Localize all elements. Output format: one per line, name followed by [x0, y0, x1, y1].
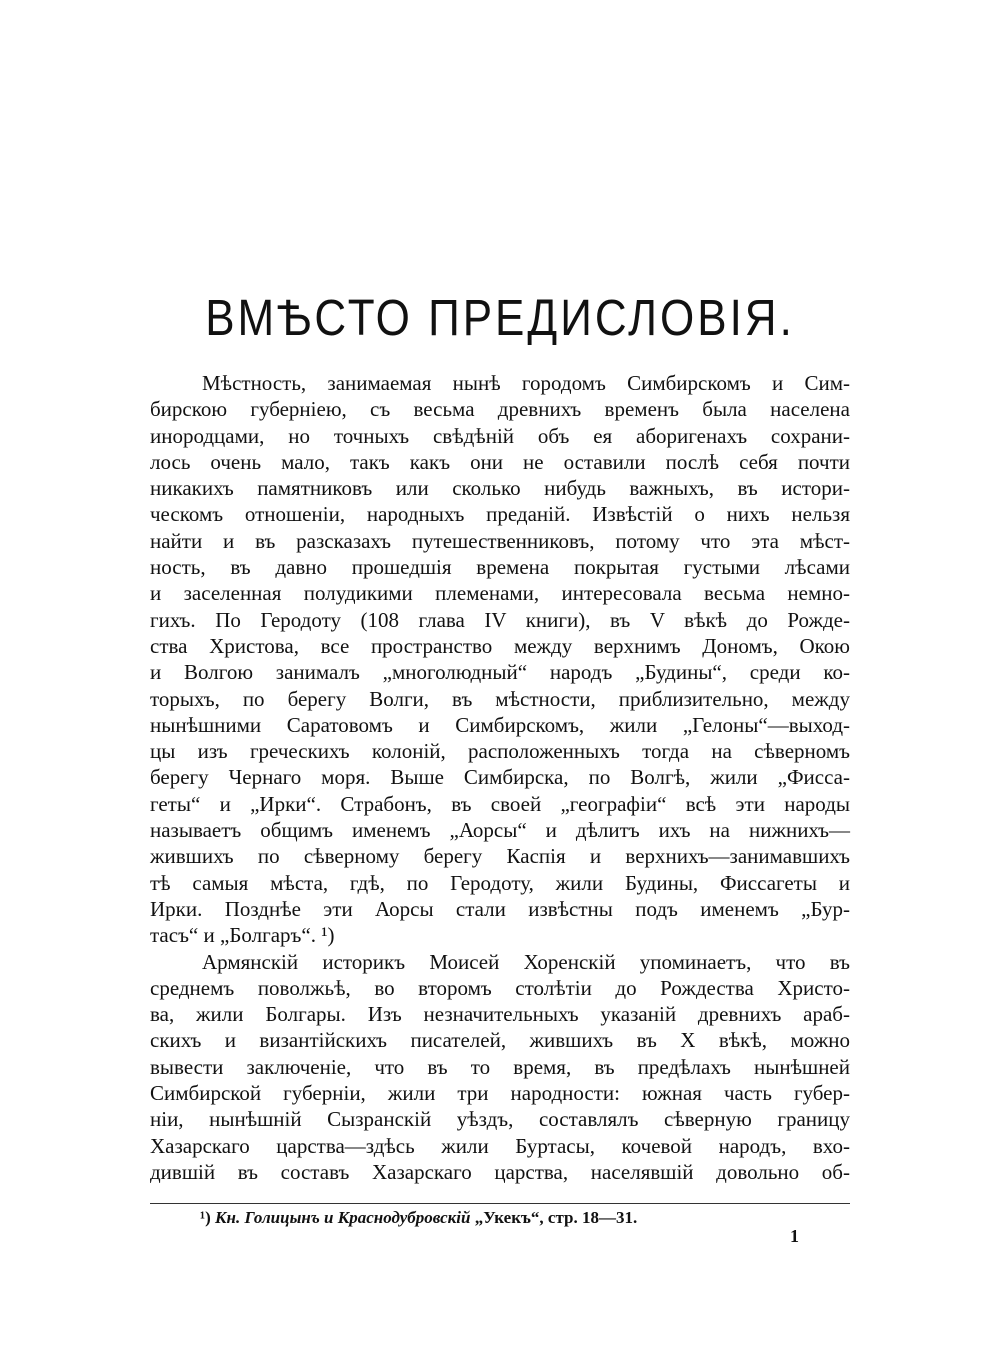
text-line: гихъ. По Геродоту (108 глава IV книги), въ V вѣкѣ до Рожде- — [150, 607, 850, 632]
text-line: жившихъ по сѣверному берегу Каспія и верхнихъ—занимавшихъ — [150, 844, 850, 869]
page-number: 1 — [790, 1226, 799, 1246]
text-line: берегу Чернаго моря. Выше Симбирска, по Волгѣ, жили „Фисса- — [150, 765, 850, 790]
paragraph-2 — [150, 949, 850, 1186]
text-line: лось очень мало, такъ какъ они не оставили послѣ себя почти — [150, 449, 850, 474]
paragraph-1 — [150, 370, 850, 949]
text-line: скихъ и византійскихъ писателей, жившихъ въ X вѣкѣ, можно — [150, 1028, 850, 1053]
text-line: геты“ и „Ирки“. Страбонъ, въ своей „географіи“ всѣ эти народы — [150, 791, 850, 816]
footnote-divider — [150, 1203, 850, 1204]
text-line: найти и въ разсказахъ путешественниковъ, потому что эта мѣст- — [150, 528, 850, 553]
text-line: дившій въ составъ Хазарскаго царства, населявшій довольно об- — [150, 1159, 850, 1184]
text-line: торыхъ, по берегу Волги, въ мѣстности, приблизительно, между — [150, 686, 850, 711]
footnote-source: „Укекъ“, стр. 18—31. — [474, 1208, 638, 1227]
text-line: Ирки. Позднѣе эти Аорсы стали извѣстны подъ именемъ „Бур- — [150, 896, 850, 921]
text-line: Мѣстность, занимаемая нынѣ городомъ Симбирскомъ и Сим- — [202, 371, 850, 395]
footnote-marker: ¹) — [200, 1208, 211, 1227]
body-text — [150, 370, 850, 1185]
text-line: ніи, нынѣшній Сызранскій уѣздъ, составлялъ сѣверную границу — [150, 1107, 850, 1132]
text-line: называетъ общимъ именемъ „Аорсы“ и дѣлитъ ихъ на нижнихъ— — [150, 818, 850, 843]
text-line: и заселенная полудикими племенами, интересовала весьма немно- — [150, 581, 850, 606]
text-line: и Волгою занималъ „многолюдный“ народъ „Будины“, среди ко- — [150, 660, 850, 685]
text-line: Хазарскаго царства—здѣсь жили Буртасы, кочевой народъ, вхо- — [150, 1133, 850, 1158]
text-line: нынѣшними Саратовомъ и Симбирскомъ, жили „Гелоны“—выход- — [150, 712, 850, 737]
text-line: никакихъ памятниковъ или сколько нибудь важныхъ, въ истори- — [150, 476, 850, 501]
text-line: среднемъ поволжьѣ, во второмъ столѣтіи до Рождества Христо- — [150, 975, 850, 1000]
text-line: цы изъ греческихъ колоній, расположенныхъ тогда на сѣверномъ — [150, 739, 850, 764]
text-line: бирскою губерніею, съ весьма древнихъ временъ была населена — [150, 397, 850, 422]
footnote-author: Кн. Голицынъ и Краснодубровскій — [215, 1208, 471, 1227]
text-line: ва, жили Болгары. Изъ незначительныхъ указаній древнихъ араб- — [150, 1002, 850, 1027]
text-line: инородцами, но точныхъ свѣдѣній объ ея аборигенахъ сохрани- — [150, 423, 850, 448]
text-line: ность, въ давно прошедшія времена покрытая густыми лѣсами — [150, 555, 850, 580]
text-line: ства Христова, все пространство между верхнимъ Дономъ, Окою — [150, 633, 850, 658]
text-line: тасъ“ и „Болгаръ“. ¹) — [150, 923, 335, 948]
text-line: Армянскій историкъ Моисей Хоренскій упоминаетъ, что въ — [202, 949, 850, 974]
text-line: тѣ самыя мѣста, гдѣ, по Геродоту, жили Будины, Фиссагеты и — [150, 870, 850, 895]
text-line: вывести заключеніе, что въ то время, въ предѣлахъ нынѣшней — [150, 1054, 850, 1079]
footnote — [200, 1208, 800, 1228]
text-line: ческомъ отношеніи, народныхъ преданій. Извѣстій о нихъ нельзя — [150, 502, 850, 527]
text-line: Симбирской губерніи, жили три народности: южная часть губер- — [150, 1081, 850, 1106]
page-title: ВМѢСТО ПРЕДИСЛОВІЯ. — [205, 290, 795, 347]
